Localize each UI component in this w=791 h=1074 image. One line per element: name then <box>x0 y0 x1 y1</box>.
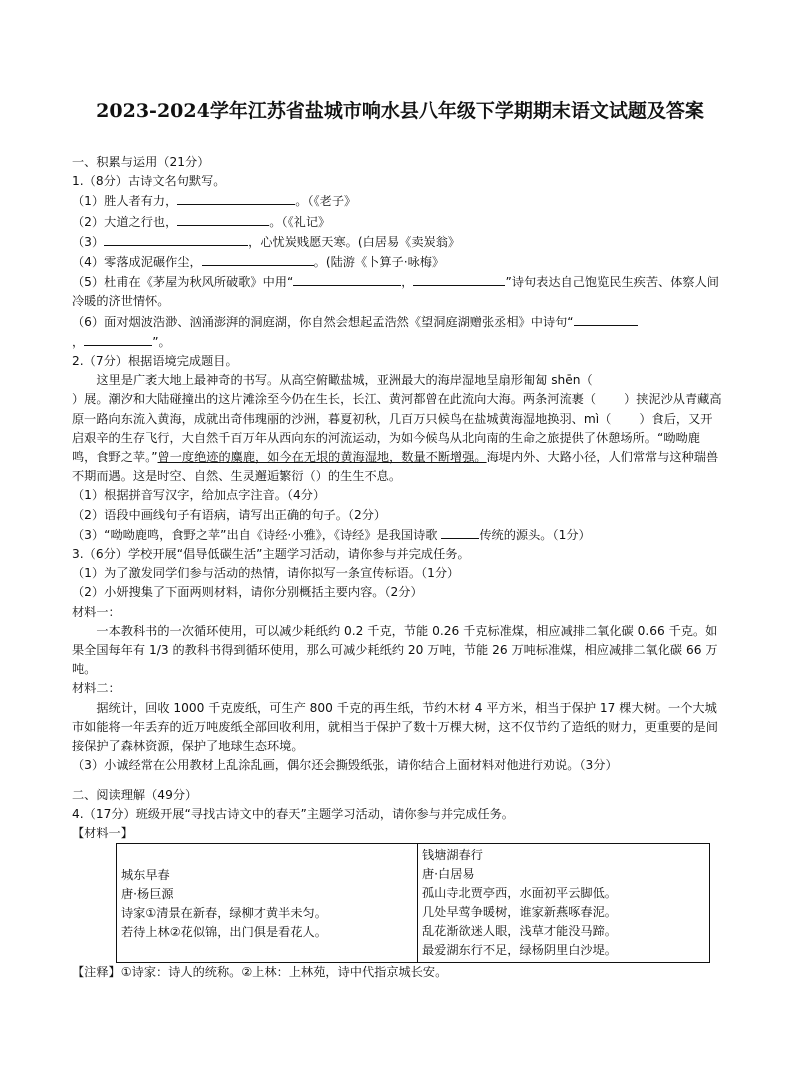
document-title: 2023-2024学年江苏省盐城市响水县八年级下学期期末语文试题及答案 <box>96 100 704 122</box>
question-heading: 4.（17分）班级开展“寻找古诗文中的春天”主题学习活动，请你参与并完成任务。 <box>72 806 514 821</box>
answer-blank[interactable] <box>293 272 401 286</box>
sub-question: （3）“呦呦鹿鸣，食野之苹”出自《诗经·小雅》，《诗经》是我国诗歌 传统的源头。（1分） <box>72 525 724 545</box>
poem-title: 城东早春 <box>121 868 170 883</box>
answer-blank[interactable] <box>202 252 314 266</box>
fill-line: （1）胜人者有力， 。（《老子》 <box>72 191 724 211</box>
sub-question: （1）为了激发同学们参与活动的热情，请你拟写一条宣传标语。（1分） <box>72 566 460 581</box>
answer-blank[interactable] <box>413 272 505 286</box>
section-heading: 二、阅读理解（49分） <box>72 787 198 802</box>
poem-line: 最爱湖东行不足，绿杨阴里白沙堤。 <box>422 943 617 958</box>
poem-line: 孤山寺北贾亭西，水面初平云脚低。 <box>422 886 617 901</box>
underlined-sentence: 曾一度绝迹的麋鹿，如今在无垠的黄海湿地，数量不断增强。 <box>157 450 487 465</box>
answer-blank[interactable] <box>177 191 295 205</box>
answer-blank[interactable] <box>574 312 638 326</box>
question-heading: 3.（6分）学校开展“倡导低碳生活”主题学习活动，请你参与并完成任务。 <box>72 547 470 562</box>
fill-line: （4）零落成泥碾作尘， 。(陆游《卜算子·咏梅》 <box>72 252 724 272</box>
fill-line: （6）面对烟波浩渺、汹涌澎湃的洞庭湖，你自然会想起孟浩然《望洞庭湖赠张丞相》中诗句“ ， ”。 <box>72 312 724 352</box>
sub-question: （2）语段中画线句子有语病，请写出正确的句子。（2分） <box>72 507 387 522</box>
material-label: 材料一： <box>72 604 121 619</box>
material-text: 据统计，回收 1000 千克废纸，可生产 800 千克的再生纸，节约木材 4 平方米，相当于保护 17 棵大树。一个大城市如能将一年丢弃的近万吨废纸全部回收利用，就相当于保护了数十万棵大树，这不仅节约了造纸的财力，更重要的是间接保护了森林资源，保护了地球生态环境。 <box>72 700 718 754</box>
question-heading: 2.（7分）根据语境完成题目。 <box>72 354 238 369</box>
reading-paragraph: 这里是广袤大地上最神奇的书写。从高空俯瞰盐城，亚洲最大的海岸湿地呈扇形匍匐 shēn（ ）展。潮汐和大陆碰撞出的这片滩涂至今仍在生长，长江、黄河都曾在此流向大海。两条河流裹（ ）挟泥沙从青藏高原一路向东流入黄海，成就出奇伟瑰丽的沙洲，暮夏初秋，几百万只候鸟在盐城黄海湿地换羽、mì（ ）食后，又开启艰辛的生存飞行，大自然千百万年从西向东的河流运动，为如今候鸟从北向南的生命之旅提供了休憩场所。“呦呦鹿鸣，食野之苹。”曾一度绝迹的麋鹿，如今在无垠的黄海湿地，数量不断增强。海堤内外、大路小径，人们常常与这种瑞兽不期而遇。这是时空、自然、生灵邂逅繁衍（）的生生不息。 <box>72 373 722 484</box>
material-label: 【材料一】 <box>72 825 133 840</box>
document-body <box>72 153 724 982</box>
poem-author: 唐·杨巨源 <box>121 887 174 902</box>
material-text: 一本教科书的一次循环使用，可以减少耗纸约 0.2 千克，节能 0.26 千克标准煤，相应减排二氧化碳 0.66 千克。如果全国每年有 1/3 的教科书得到循环使用，那么可减少耗纸约 20 万吨，节能 26 万吨标准煤，相应减排二氧化碳 66 万吨。 <box>72 623 718 677</box>
question-heading: 1.（8分）古诗文名句默写。 <box>72 174 226 189</box>
answer-blank[interactable] <box>104 232 248 246</box>
section-heading: 一、积累与运用（21分） <box>72 155 210 169</box>
poem-line: 几处早莺争暖树，谁家新燕啄春泥。 <box>422 905 617 920</box>
sub-question: （2）小妍搜集了下面两则材料，请你分别概括主要内容。（2分） <box>72 585 423 600</box>
fill-line: （2）大道之行也， 。（《礼记》 <box>72 212 724 232</box>
poem-table <box>116 843 710 963</box>
annotation-note: 【注释】①诗家：诗人的统称。②上林：上林苑，诗中代指京城长安。 <box>72 965 448 980</box>
poem-line: 诗家①清景在新春，绿柳才黄半未匀。 <box>121 906 327 921</box>
poem-author: 唐·白居易 <box>422 867 475 882</box>
fill-line: （5）杜甫在《茅屋为秋风所破歌》中用“ ， ”诗句表达自己饱览民生疾苦、体察人间冷暖的济世情怀。 <box>72 272 724 311</box>
answer-blank[interactable] <box>441 525 479 539</box>
fill-line: （3） ，心忧炭贱愿天寒。(白居易《卖炭翁》 <box>72 232 724 252</box>
answer-blank[interactable] <box>84 332 152 346</box>
sub-question: （1）根据拼音写汉字，给加点字注音。（4分） <box>72 488 326 503</box>
poem-title: 钱塘湖春行 <box>422 848 483 863</box>
poem-line: 乱花渐欲迷人眼，浅草才能没马蹄。 <box>422 924 617 939</box>
poem-cell-2 <box>418 844 710 963</box>
material-label: 材料二： <box>72 681 121 696</box>
answer-blank[interactable] <box>177 212 269 226</box>
sub-question: （3）小诚经常在公用教材上乱涂乱画，偶尔还会撕毁纸张，请你结合上面材料对他进行劝说。（3分） <box>72 758 618 773</box>
poem-cell-1 <box>117 844 418 963</box>
poem-line: 若待上林②花似锦，出门俱是看花人。 <box>121 925 327 940</box>
